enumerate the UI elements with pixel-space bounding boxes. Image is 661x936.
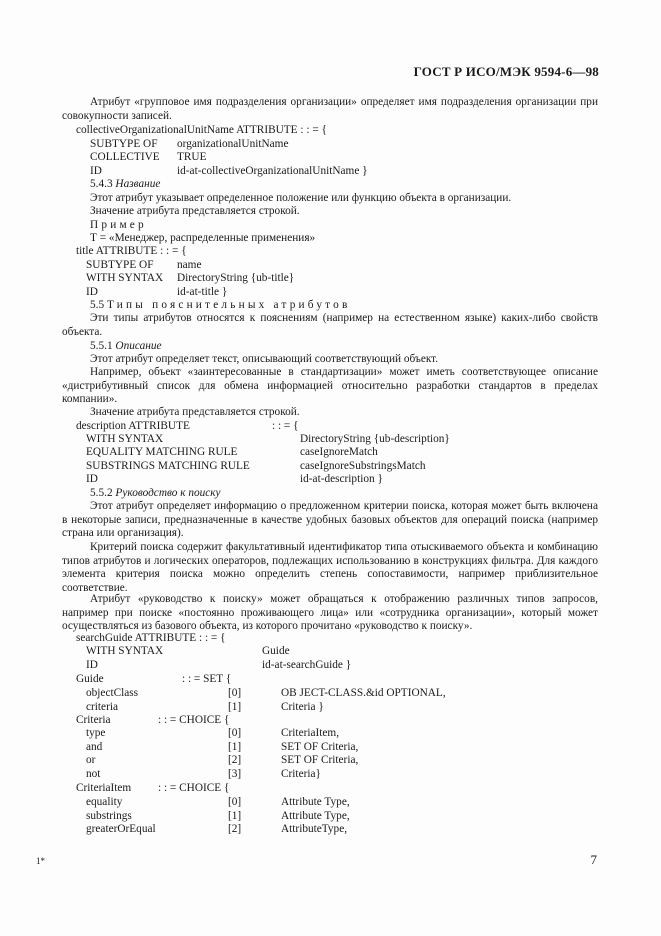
page-number: 7 [590,852,597,867]
description-key-4: ID [86,473,98,485]
section-number: 5.5.2 [90,487,113,499]
field-type: SET OF Criteria, [281,740,359,753]
field-name: greaterOrEqual [86,823,156,836]
paragraph-5-5-1-c: Значение атрибута представляется строкой. [90,406,300,418]
paragraph-5-4-3-a: Этот атрибут указывает определенное положение или функцию объекта в организации. [90,192,512,204]
description-value-4: id-at-description } [300,473,383,485]
paragraph-5-5-2-b: Критерий поиска содержит факультативный идентификатор типа отыскиваемого объекта и комбинацию типов атрибутов и логических операторов, подлежащих использованию в конструкциях фильтра. Для каждого элемента критерия поиска можно определить степень сопоставимости, например приблизительное соответствие. [62,541,598,594]
field-tag: [3] [228,767,242,780]
section-5-4-3-heading [90,178,160,192]
criteriaitem-type-assign: : : = CHOICE { [158,782,230,794]
section-title: Типы пояснительных атрибутов [106,299,351,311]
field-tag: [2] [228,823,242,836]
description-value-3: caseIgnoreSubstringsMatch [300,460,426,472]
field-name: substrings [86,809,132,822]
section-number: 5.5 [90,299,105,311]
searchguide-key-2: ID [86,659,98,671]
field-name: criteria [86,700,118,713]
field-tag: [1] [228,740,242,753]
field-name: and [86,740,103,753]
criteria-type-name: Criteria [76,714,111,726]
paragraph-group-name: Атрибут «групповое имя подразделения организации» определяет имя подразделения организации при совокупности записей. [62,96,598,122]
title-value-3: id-at-title } [177,286,228,298]
searchguide-declaration: searchGuide ATTRIBUTE : : = { [76,632,226,644]
cou-declaration: collectiveOrganizationalUnitName ATTRIBUTE : : = { [76,124,327,136]
field-type: AttributeType, [281,823,348,836]
field-tag: [0] [228,727,242,739]
example-label: Пример [90,219,147,231]
field-tag: [1] [228,809,242,822]
field-name: objectClass [86,687,139,699]
section-number: 5.5.1 [90,340,113,352]
field-type: CriteriaItem, [281,727,340,739]
description-key-2: EQUALITY MATCHING RULE [86,446,238,458]
description-declaration: description ATTRIBUTE [76,420,190,432]
section-5-5-heading [90,299,351,313]
section-number: 5.4.3 [90,178,113,190]
field-tag: [0] [228,687,242,699]
searchguide-key-1: WITH SYNTAX [86,645,164,657]
field-tag: [0] [228,796,242,808]
description-value-1: DirectoryString {ub-description} [300,433,450,445]
title-key-2: WITH SYNTAX [86,272,164,284]
cou-value-3: id-at-collectiveOrganizationalUnitName } [177,165,368,177]
section-title: Руководство к поиску [115,487,221,499]
field-tag: [1] [228,700,242,713]
title-key-1: SUBTYPE OF [86,259,154,271]
field-type: OB JECT-CLASS.&id OPTIONAL, [281,687,446,699]
field-type: Attribute Type, [281,809,350,822]
searchguide-value-2: id-at-searchGuide } [262,659,352,671]
paragraph-5-4-3-b: Значение атрибута представляется строкой. [90,205,300,217]
paragraph-5-5-1-b: Например, объект «заинтересованные в стандартизации» может иметь соответствующее описание «дистрибутивный список для обмена информацией относительно разработки стандартов в пределах компании». [62,366,598,406]
field-type: Criteria} [281,767,321,780]
section-5-5-2-heading [90,487,221,501]
paragraph-5-5-2-c: Атрибут «руководство к поиску» может обращаться к отображению различных типов запросов, например при поиске «постоянно проживающего лица» или «сотрудника организации», который может осуществляться из базового объекта, из которого прочитано «руководство к поиску». [62,593,598,633]
cou-key-2: COLLECTIVE [90,151,160,163]
example-text: Т = «Менеджер, распределенные применения» [90,232,316,244]
guide-type-name: Guide [76,673,104,685]
field-name: equality [86,796,123,808]
cou-key-3: ID [90,165,102,177]
criteria-type-assign: : : = CHOICE { [158,714,230,726]
field-name: or [86,754,96,767]
title-declaration: title ATTRIBUTE : : = { [76,245,187,257]
footer-note: 1* [36,856,45,866]
field-type: Criteria } [281,700,324,713]
searchguide-value-1: Guide [262,645,290,657]
description-value-2: caseIgnoreMatch [300,446,378,458]
cou-value-2: TRUE [177,151,207,163]
section-title: Описание [115,340,162,352]
field-name: type [86,727,106,739]
field-type: Attribute Type, [281,796,350,808]
description-key-1: WITH SYNTAX [86,433,164,445]
cou-value-1: organizationalUnitName [177,138,289,150]
field-tag: [2] [228,754,242,767]
title-key-3: ID [86,286,98,298]
section-title: Название [115,178,161,190]
description-assign: : : = { [272,420,299,432]
guide-type-assign: : : = SET { [182,673,232,685]
title-value-2: DirectoryString {ub-title} [177,272,295,284]
document-header: ГОСТ Р ИСО/МЭК 9594-6—98 [413,64,599,79]
cou-key-1: SUBTYPE OF [90,138,158,150]
criteriaitem-type-name: CriteriaItem [76,782,132,794]
field-type: SET OF Criteria, [281,754,359,767]
paragraph-5-5-1-a: Этот атрибут определяет текст, описывающий соответствующий объект. [90,353,439,365]
field-name: not [86,767,101,780]
section-5-5-1-heading [90,340,162,354]
paragraph-5-5-2-a: Этот атрибут определяет информацию о предложенном критерии поиска, которая может быть включена в некоторые записи, предназначенные в качестве удобных базовых объектов для операций поиска (например страна или организация). [62,500,598,540]
title-value-1: name [177,259,202,271]
description-key-3: SUBSTRINGS MATCHING RULE [86,460,250,472]
paragraph-5-5: Эти типы атрибутов относятся к пояснениям (например на естественном языке) каких-либо свойств объекта. [62,312,598,338]
